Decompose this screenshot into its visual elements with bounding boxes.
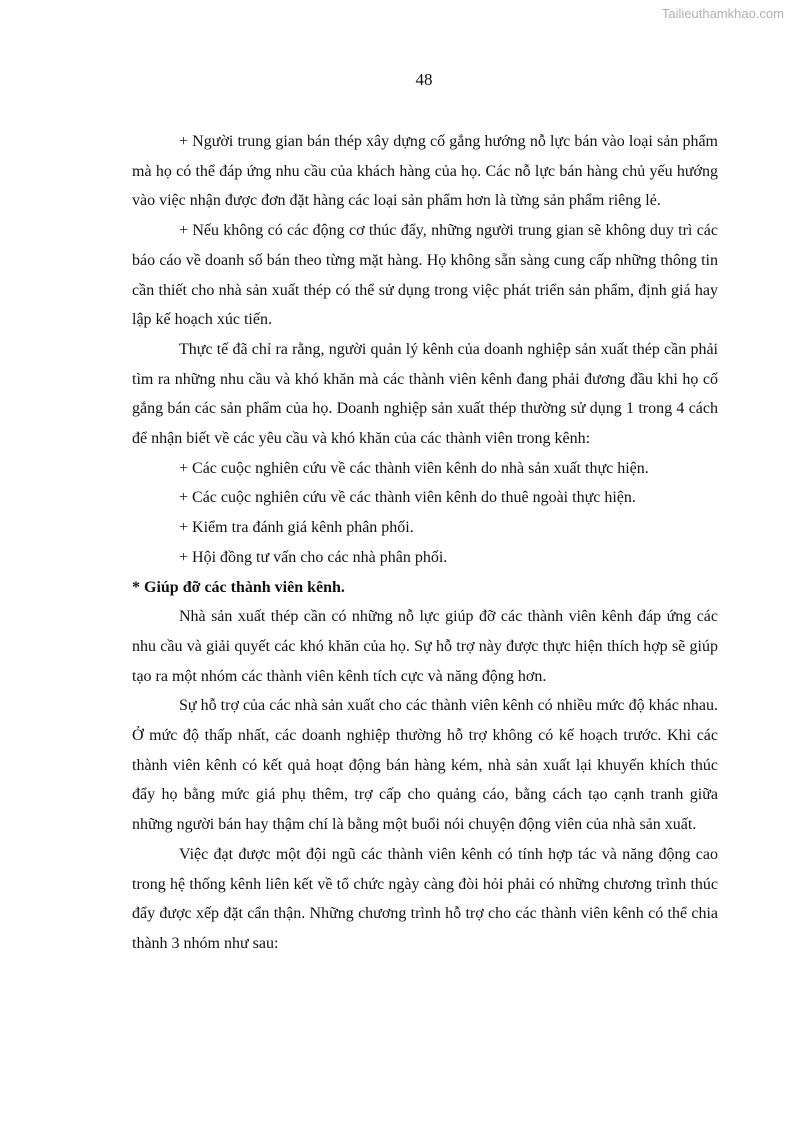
list-item-outsourced-research: + Các cuộc nghiên cứu về các thành viên kênh do thuê ngoài thực hiện.	[179, 489, 636, 507]
list-item-manufacturer-research: + Các cuộc nghiên cứu về các thành viên kênh do nhà sản xuất thực hiện.	[179, 459, 649, 477]
paragraph-support-programs: Việc đạt được một đội ngũ các thành viên kênh có tính hợp tác và năng động cao trong hệ thống kênh liên kết về tổ chức ngày càng đòi hỏi phải có những chương trình thúc đẩy được xếp đặt cẩn thận. Những chương trình hỗ trợ cho các thành viên kênh có thể chia thành 3 nhóm như sau:	[132, 845, 718, 952]
document-body	[132, 127, 718, 959]
section-heading: * Giúp đỡ các thành viên kênh.	[132, 578, 345, 596]
page-number: 48	[415, 70, 433, 89]
paragraph-support-levels: Sự hỗ trợ của các nhà sản xuất cho các thành viên kênh có nhiều mức độ khác nhau. Ở mức độ thấp nhất, các doanh nghiệp thường hỗ trợ không có kế hoạch trước. Khi các thành viên kênh có kết quả hoạt động bán hàng kém, nhà sản xuất lại khuyến khích thúc đẩy họ bằng mức giá phụ thêm, trợ cấp cho quảng cáo, bằng cách tạo cạnh tranh giữa những người bán hay thậm chí là bằng một buổi nói chuyện động viên của nhà sản xuất.	[132, 697, 718, 834]
watermark: Tailieuthamkhao.com	[661, 6, 784, 21]
paragraph-intermediary-sales-focus: + Người trung gian bán thép xây dựng cố gắng hướng nỗ lực bán vào loại sản phẩm mà họ có thể đáp ứng nhu cầu của khách hàng của họ. Các nỗ lực bán hàng chủ yếu hướng vào việc nhận được đơn đặt hàng các loại sản phẩm hơn là từng sản phẩm riêng lẻ.	[132, 133, 718, 210]
paragraph-support-efforts: Nhà sản xuất thép cần có những nỗ lực giúp đỡ các thành viên kênh đáp ứng các nhu cầu và giải quyết các khó khăn của họ. Sự hỗ trợ này được thực hiện thích hợp sẽ giúp tạo ra một nhóm các thành viên kênh tích cực và năng động hơn.	[132, 608, 718, 685]
list-item-channel-audit: + Kiểm tra đánh giá kênh phân phối.	[179, 519, 414, 537]
list-item-advisory-council: + Hội đồng tư vấn cho các nhà phân phối.	[179, 548, 448, 566]
paragraph-channel-manager-needs: Thực tế đã chỉ ra rằng, người quản lý kênh của doanh nghiệp sản xuất thép cần phải tìm ra những nhu cầu và khó khăn mà các thành viên kênh đang phải đương đầu khi họ cố gắng bán các sản phẩm của họ. Doanh nghiệp sản xuất thép thường sử dụng 1 trong 4 cách để nhận biết về các yêu cầu và khó khăn của các thành viên trong kênh:	[132, 340, 718, 448]
paragraph-intermediary-reports: + Nếu không có các động cơ thúc đẩy, những người trung gian sẽ không duy trì các báo cáo về doanh số bán theo từng mặt hàng. Họ không sẵn sàng cung cấp những thông tin cần thiết cho nhà sản xuất thép có thể sử dụng trong việc phát triển sản phẩm, định giá hay lập kế hoạch xúc tiến.	[132, 222, 718, 329]
